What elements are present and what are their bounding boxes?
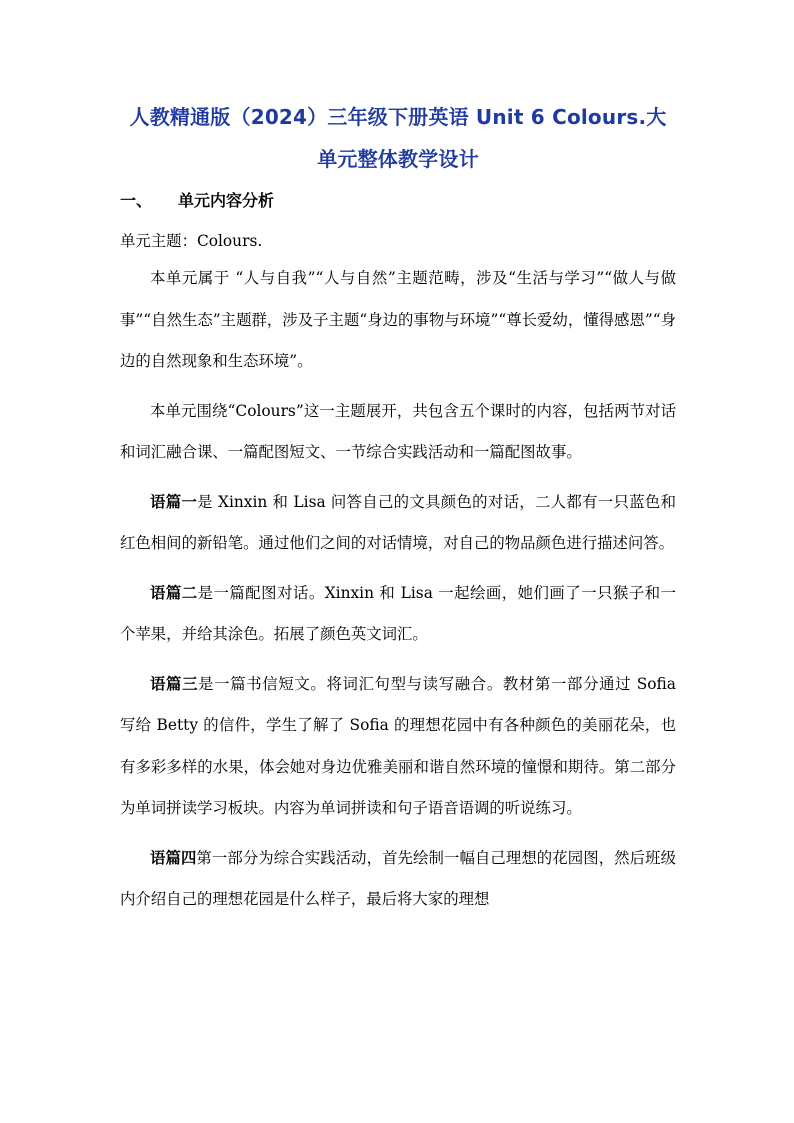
paragraph-lead: 语篇二 — [150, 583, 198, 602]
section-number: 一、 — [120, 191, 153, 210]
paragraph-text: 本单元属于 “人与自我”“人与自然”主题范畴，涉及“生活与学习”“做人与做事”“自然生态”主题群，涉及子主题“身边的事物与环境”“尊长爱幼，懂得感恩”“身边的自然现象和生态环境”。 — [120, 269, 676, 370]
paragraph-text: 是一篇书信短文。将词汇句型与读写融合。教材第一部分通过 Sofia 写给 Betty 的信件，学生了解了 Sofia 的理想花园中有各种颜色的美丽花朵，也有多彩多样的水果，体会她对身边优雅美丽和谐自然环境的憧憬和期待。第二部分为单词拼读学习板块。内容为单词拼读和句子语音语调的听说练习。 — [120, 674, 676, 817]
paragraph-text: 是一篇配图对话。Xinxin 和 Lisa 一起绘画，她们画了一只猴子和一个苹果，并给其涂色。拓展了颜色英文词汇。 — [120, 583, 676, 643]
section-heading-text: 单元内容分析 — [178, 191, 275, 210]
paragraph-lead: 语篇四 — [150, 848, 197, 867]
document-body — [120, 96, 676, 921]
paragraph-lead: 语篇三 — [150, 674, 199, 693]
paragraph-text-three — [120, 664, 676, 830]
paragraph-text-four — [120, 838, 676, 921]
section-heading-1 — [120, 184, 676, 218]
paragraph-unit-overview — [120, 391, 676, 474]
document-title: 人教精通版（2024）三年级下册英语 Unit 6 Colours.大单元整体教学设计 — [129, 105, 667, 171]
unit-theme-line: 单元主题：Colours. — [120, 232, 263, 250]
paragraph-text: 是 Xinxin 和 Lisa 问答自己的文具颜色的对话，二人都有一只蓝色和红色相间的新铅笔。通过他们之间的对话情境，对自己的物品颜色进行描述问答。 — [120, 492, 676, 552]
paragraph-text-two — [120, 573, 676, 656]
paragraph-theme-scope — [120, 258, 676, 383]
paragraph-text: 第一部分为综合实践活动，首先绘制一幅自己理想的花园图，然后班级内介绍自己的理想花园是什么样子，最后将大家的理想 — [120, 848, 676, 908]
paragraph-text: 本单元围绕“Colours”这一主题展开，共包含五个课时的内容，包括两节对话和词汇融合课、一篇配图短文、一节综合实践活动和一篇配图故事。 — [120, 401, 676, 461]
paragraph-lead: 语篇一 — [150, 492, 198, 511]
paragraph-text-one — [120, 482, 676, 565]
